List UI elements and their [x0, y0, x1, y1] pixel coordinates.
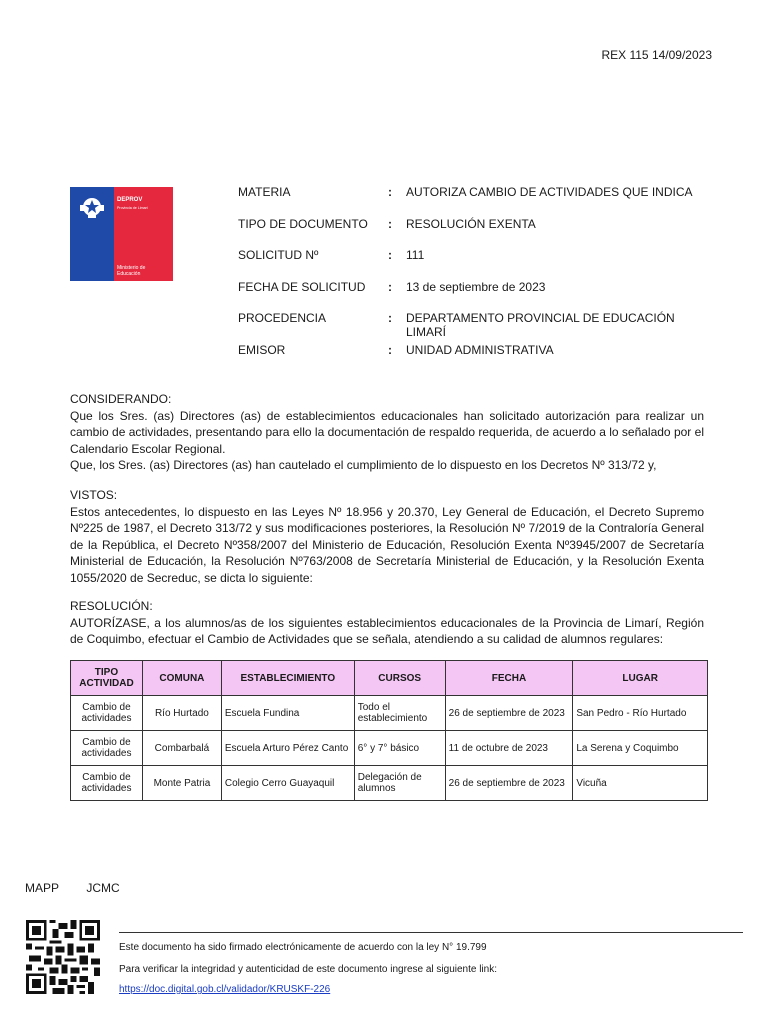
meta-row-fecha-solicitud	[238, 280, 718, 312]
header-comuna: COMUNA	[142, 661, 221, 696]
cell-cursos: Todo el establecimiento	[354, 696, 445, 731]
deprov-logo	[70, 187, 173, 281]
cell-fecha: 26 de septiembre de 2023	[445, 696, 573, 731]
document-metadata	[238, 185, 718, 375]
meta-colon: :	[388, 342, 392, 357]
header-cursos: CURSOS	[354, 661, 445, 696]
meta-value: DEPARTAMENTO PROVINCIAL DE EDUCACIÓN LIMARÍ	[406, 311, 675, 340]
logo-org: DEPROV	[117, 197, 143, 203]
meta-label: SOLICITUD Nº	[238, 248, 319, 263]
meta-label: MATERIA	[238, 185, 291, 199]
header-fecha: FECHA	[445, 661, 573, 696]
meta-colon: :	[388, 311, 392, 326]
cell-fecha: 26 de septiembre de 2023	[445, 766, 573, 801]
meta-value: RESOLUCIÓN EXENTA	[406, 216, 536, 231]
considerando-paragraph: Que los Sres. (as) Directores (as) de establecimientos educacionales han solicitado autorización para realizar un cambio de actividades, presentando para ello la documentación de respaldo requerida, de acuerdo a lo señalado por el Calendario Escolar Regional.	[70, 408, 704, 456]
cell-comuna: Combarbalá	[142, 731, 221, 766]
vistos-section	[70, 487, 704, 586]
cell-comuna: Monte Patria	[142, 766, 221, 801]
activities-table	[70, 660, 708, 801]
vistos-heading: VISTOS:	[70, 488, 118, 502]
verification-link[interactable]: https://doc.digital.gob.cl/validador/KRUSKF-226	[119, 984, 331, 995]
signature-divider	[119, 932, 743, 933]
resolucion-paragraph: AUTORÍZASE, a los alumnos/as de los siguientes establecimientos educacionales de la Provincia de Limarí, Región de Coquimbo, efectuar el Cambio de Actividades que se señala, atendiendo a su calidad de alumnos regulares:	[70, 615, 704, 646]
meta-value: 111	[406, 248, 425, 263]
meta-label: FECHA DE SOLICITUD	[238, 279, 366, 294]
logo-sub: Provincia de Limarí	[117, 206, 148, 210]
meta-colon: :	[388, 216, 392, 231]
meta-row-solicitud	[238, 248, 718, 280]
header-tipo-actividad: TIPO ACTIVIDAD	[71, 661, 143, 696]
logo-ministry-1: Ministerio de	[117, 265, 146, 271]
meta-value: 13 de septiembre de 2023	[406, 279, 546, 294]
resolucion-heading: RESOLUCIÓN:	[70, 599, 153, 613]
cell-establecimiento: Colegio Cerro Guayaquil	[221, 766, 354, 801]
cell-tipo: Cambio de actividades	[71, 731, 143, 766]
meta-value: AUTORIZA CAMBIO DE ACTIVIDADES QUE INDICA	[406, 185, 693, 199]
initials-2: JCMC	[86, 881, 120, 895]
footer-link-wrap	[119, 984, 330, 995]
meta-row-emisor	[238, 343, 718, 375]
logo-ministry-2: Educación	[117, 271, 141, 277]
considerando-paragraph: Que, los Sres. (as) Directores (as) han cautelado el cumplimiento de lo dispuesto en los Decretos Nº 313/72 y,	[70, 458, 657, 472]
cell-comuna: Río Hurtado	[142, 696, 221, 731]
resolucion-section	[70, 598, 704, 648]
meta-colon: :	[388, 248, 392, 263]
header-establecimiento: ESTABLECIMIENTO	[221, 661, 354, 696]
footer-verify-notice: Para verificar la integridad y autenticidad de este documento ingrese al siguiente link:	[119, 964, 497, 975]
meta-label: EMISOR	[238, 342, 286, 357]
table-row	[71, 766, 708, 801]
cell-tipo: Cambio de actividades	[71, 696, 143, 731]
rex-number: REX 115 14/09/2023	[601, 48, 712, 62]
meta-colon: :	[388, 185, 392, 199]
table-row	[71, 731, 708, 766]
cell-lugar: Vicuña	[573, 766, 708, 801]
cell-tipo: Cambio de actividades	[71, 766, 143, 801]
considerando-section	[70, 391, 704, 474]
cell-lugar: La Serena y Coquimbo	[573, 731, 708, 766]
meta-label: PROCEDENCIA	[238, 311, 327, 326]
table-row	[71, 696, 708, 731]
qr-code-icon[interactable]	[26, 920, 100, 994]
cell-lugar: San Pedro - Río Hurtado	[573, 696, 708, 731]
considerando-heading: CONSIDERANDO:	[70, 392, 172, 406]
vistos-paragraph: Estos antecedentes, lo dispuesto en las Leyes Nº 18.956 y 20.370, Ley General de Educación, el Decreto Supremo Nº225 de 1987, el Decreto 313/72 y sus modificaciones posteriores, la Resolución Nº 7/2019 de la Contraloría General de la República, el Decreto Nº358/2007 del Ministerio de Educación, Resolución Exenta Nº3945/2007 de Secretaría Ministerial de Educación, la Resolución Nº763/2008 de Secretaría Ministerial de Educación, y la Resolución Exenta 1055/2020 de Secreduc, se dicta lo siguiente:	[70, 504, 704, 585]
cell-fecha: 11 de octubre de 2023	[445, 731, 573, 766]
meta-row-materia	[238, 185, 718, 217]
meta-label: TIPO DE DOCUMENTO	[238, 216, 368, 231]
cell-cursos: 6° y 7° básico	[354, 731, 445, 766]
cell-establecimiento: Escuela Arturo Pérez Canto	[221, 731, 354, 766]
header-lugar: LUGAR	[573, 661, 708, 696]
footer-signed-notice: Este documento ha sido firmado electrónicamente de acuerdo con la ley N° 19.799	[119, 942, 487, 953]
initials-1: MAPP	[25, 881, 60, 895]
author-initials	[25, 881, 144, 895]
cell-cursos: Delegación de alumnos	[354, 766, 445, 801]
table-header-row	[71, 661, 708, 696]
meta-row-tipo-documento	[238, 217, 718, 249]
meta-value: UNIDAD ADMINISTRATIVA	[406, 342, 554, 357]
meta-colon: :	[388, 279, 392, 294]
cell-establecimiento: Escuela Fundina	[221, 696, 354, 731]
meta-row-procedencia	[238, 311, 718, 343]
